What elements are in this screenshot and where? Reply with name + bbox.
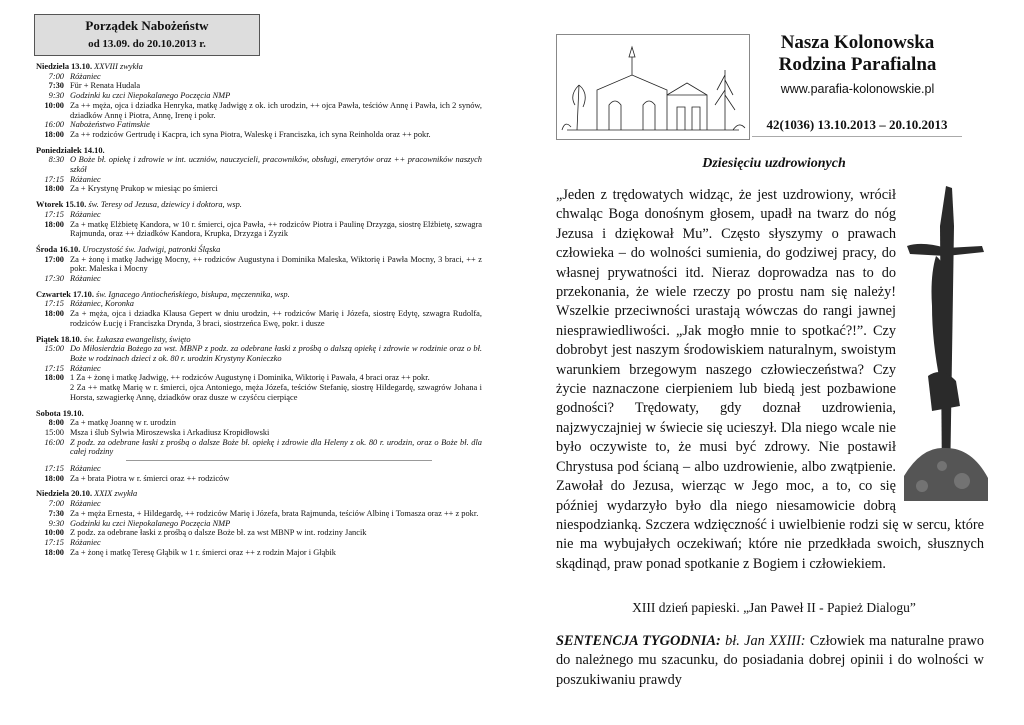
mass-time: 17:00 (44, 254, 64, 264)
mass-time: 8:00 (48, 418, 64, 428)
mass-entry (36, 383, 482, 402)
schedule-day (36, 245, 482, 284)
sentence-text: Człowiek ma naturalne prawo do należnego mu szacunku, do posiadania dobrej opinii i do wolności w poszukiwaniu prawdy (556, 633, 984, 688)
mass-intention: Różaniec (70, 174, 101, 184)
mass-time: 8:30 (48, 155, 64, 165)
schedule-title: Porządek Nabożeństw (85, 18, 209, 33)
mass-time: 18:00 (44, 473, 64, 483)
mass-intention: Różaniec (70, 537, 101, 547)
mass-entry (36, 184, 482, 194)
mass-entry (36, 175, 482, 185)
mass-schedule (36, 62, 482, 557)
day-date: Sobota 19.10. (36, 408, 84, 418)
schedule-day (36, 146, 482, 195)
mass-entry (36, 274, 482, 284)
mass-time: 18:00 (44, 129, 64, 139)
mass-time: 18:00 (44, 184, 64, 194)
day-date: Niedziela 20.10. (36, 489, 93, 499)
mass-intention: Różaniec (70, 274, 101, 284)
mass-intention: Różaniec, Koronka (70, 299, 134, 309)
title-line-2: Rodzina Parafialna (778, 54, 937, 75)
mass-time: 15:00 (44, 427, 64, 437)
day-date: Środa 16.10. (36, 244, 81, 254)
mass-entry (36, 428, 482, 438)
day-date: Czwartek 17.10. (36, 289, 94, 299)
mass-intention: Różaniec (70, 71, 101, 81)
mass-intention: Godzinki ku czci Niepokalanego Poczęcia NMP (70, 91, 231, 101)
day-date: Piątek 18.10. (36, 334, 82, 344)
mass-time: 7:00 (48, 499, 64, 509)
mass-time: 17:30 (44, 274, 64, 284)
mass-intention: Za + matkę Joannę w r. urodzin (70, 418, 176, 428)
mass-intention: Godzinki ku czci Niepokalanego Poczęcia NMP (70, 518, 231, 528)
mass-intention: Różaniec (70, 363, 101, 373)
day-note: Uroczystość św. Jadwigi, patronki Śląska (82, 244, 221, 254)
mass-entry (36, 464, 482, 474)
mass-intention: Za + żonę i matkę Jadwigę Mocny, ++ rodziców Augustyna i Dominika Maleska, Wiktorię i Pawła Mocny, 3 braci, ++ z pokr. Maleska i Mocny (70, 254, 482, 274)
mass-time: 17:15 (44, 464, 64, 474)
mass-entry (36, 299, 482, 309)
mass-entry (36, 220, 482, 239)
mass-entry (36, 344, 482, 363)
mass-entry (36, 72, 482, 82)
mass-entry (36, 418, 482, 428)
sentence-author: bł. Jan XXIII: (725, 633, 806, 649)
mass-time: 7:00 (48, 71, 64, 81)
mass-intention: Za + męża Ernesta, + Hildegardę, ++ rodziców Marię i Józefa, brata Rajmunda, teściów Albinę i Tomasza oraz ++ z pokr. (70, 508, 479, 518)
issue-number: 42(1036) 13.10.2013 – 20.10.2013 (766, 117, 948, 132)
mass-time: 9:30 (48, 91, 64, 101)
mass-intention: Za + żonę i matkę Teresę Głąbik w 1 r. śmierci oraz ++ z rodzin Major i Głąbik (70, 547, 336, 557)
day-date: Wtorek 15.10. (36, 200, 87, 210)
mass-intention: Różaniec (70, 499, 101, 509)
day-heading (36, 335, 482, 345)
day-heading (36, 290, 482, 300)
mass-time: 18:00 (44, 309, 64, 319)
day-note: św. Teresy od Jezusa, dziewicy i doktora, wsp. (88, 200, 242, 210)
schedule-day (36, 489, 482, 557)
mass-intention: Z podz. za odebrane łaski z prośbą o dalsze Boże bł. opiekę i zdrowie dla Heleny z ok. 80 r. urodzin, oraz o Boże bł. dla całej rodziny (70, 437, 482, 457)
mass-entry (36, 373, 482, 383)
day-date: Niedziela 13.10. (36, 62, 93, 71)
day-note: św. Łukasza ewangelisty, święto (83, 334, 191, 344)
mass-entry (36, 438, 482, 457)
mass-intention: 1 Za + żonę i matkę Jadwigę, ++ rodziców Augustynę i Dominika, Wiktorię i Pawała, 4 braci oraz ++ pokr. (70, 373, 430, 383)
parish-title (760, 32, 955, 76)
mass-entry (36, 538, 482, 548)
day-heading (36, 489, 482, 499)
mass-entry (36, 519, 482, 529)
schedule-header-box (34, 14, 260, 56)
day-note: XXIX zwykła (94, 489, 138, 499)
schedule-day (36, 200, 482, 239)
mass-intention: O Boże bł. opiekę i zdrowie w int. uczniów, nauczycieli, pracowników, obsługi, emerytów oraz ++ pracowników naszych szkół (70, 155, 482, 175)
mass-entry (36, 255, 482, 274)
mass-time: 18:00 (44, 547, 64, 557)
mass-time: 16:00 (44, 437, 64, 447)
mass-time: 10:00 (44, 528, 64, 538)
day-heading (36, 62, 482, 72)
church-illustration (556, 34, 750, 140)
mass-intention: Za + matkę Elżbietę Kandora, w 10 r. śmierci, ojca Pawła, ++ rodziców Piotra i Paulinę Drzyzga, siostrę Elżbietę, szwagra Rajmunda, oraz ++ dziadków Kandora, Krupka, Drzyzga i Zyzik (70, 219, 482, 239)
mass-time: 7:30 (48, 81, 64, 91)
pope-day: XIII dzień papieski. „Jan Paweł II - Papież Dialogu” (632, 600, 916, 615)
day-note: XXVIII zwykła (94, 62, 143, 71)
schedule-day (36, 335, 482, 403)
mass-time (36, 383, 70, 402)
mass-entry (36, 474, 482, 484)
parish-url[interactable]: www.parafia-kolonowskie.pl (780, 82, 935, 96)
day-heading (36, 146, 482, 156)
day-heading (36, 245, 482, 255)
schedule-day (36, 62, 482, 140)
crucifix-image (902, 186, 990, 501)
mass-time: 9:30 (48, 518, 64, 528)
mass-entry (36, 210, 482, 220)
day-note: św. Ignacego Antiocheńskiego, biskupa, męczennika, wsp. (96, 289, 290, 299)
schedule-day (36, 409, 482, 484)
article-title: Dziesięciu uzdrowionych (702, 156, 846, 171)
mass-intention: Za + Krystynę Prukop w miesiąc po śmierci (70, 184, 218, 194)
mass-entry (36, 101, 482, 120)
mass-entry (36, 309, 482, 328)
mass-intention: Für + Renata Hudala (70, 81, 141, 91)
mass-time: 17:15 (44, 299, 64, 309)
day-heading (36, 200, 482, 210)
mass-time: 17:15 (44, 537, 64, 547)
mass-intention: Za + męża, ojca i dziadka Klausa Gepert w dniu urodzin, ++ rodziców Marię i Józefa, siostrę Edytę, szwagra Rudolfa, rodziców Łucję i Franciszka Drynda, 3 braci, siostrzeńca Ewę, pokr. i dusze (70, 309, 482, 328)
mass-intention: Do Miłosierdzia Bożego za wst. MBNP z podz. za odebrane łaski z prośbą o dalszą opiekę i zdrowie w rodzinie oraz o bł. Boże w rodzinach dzieci z ok. 80 r. urodzin Krystyny Konieczko (70, 344, 482, 363)
mass-time: 15:00 (44, 344, 64, 354)
mass-time: 7:30 (48, 508, 64, 518)
mass-time: 17:15 (44, 174, 64, 184)
day-date: Poniedziałek 14.10. (36, 145, 105, 155)
mass-intention: Różaniec (70, 464, 101, 474)
title-line-1: Nasza Kolonowska (780, 32, 935, 53)
mass-entry (36, 130, 482, 140)
mass-time: 10:00 (44, 100, 64, 110)
day-heading (36, 409, 482, 419)
mass-entry (36, 155, 482, 174)
divider (752, 136, 962, 137)
mass-entry (36, 364, 482, 374)
mass-intention: Różaniec (70, 209, 101, 219)
schedule-dates: od 13.09. do 20.10.2013 r. (88, 38, 206, 50)
mass-entry (36, 548, 482, 558)
mass-entry (36, 499, 482, 509)
mass-time: 18:00 (44, 219, 64, 229)
mass-entry (36, 120, 482, 130)
mass-time: 18:00 (44, 373, 64, 383)
mass-intention: 2 Za ++ matkę Marię w r. śmierci, ojca Antoniego, męża Józefa, teściów Stefanię, siostrę Hildegardę, szwagrów Johana i Horsta, szwagierkę Annę, dziadków oraz dusze w czyśćcu cierpiące (70, 383, 482, 402)
article-text: „Jeden z trędowatych widząc, że jest uzdrowiony, wrócił chwaląc Boga donośnym głosem, upadł na twarz do nóg Jezusa i dziękował Mu”. Często słyszymy o prawach człowieka – do wolności sumienia, do godziwej pracy, do własnej prywatności itd. Nieraz doprowadza nas to do przekonania, że wiele rzeczy po prostu nam się należy! Wszelkie przeciwności urastają wówczas do rangi jawnej niesprawiedliwości. „Jak mogło mnie to spotkać?!”. Czy dobrobyt jest naszym środowiskiem naturalnym, swoistym warunkiem brzegowym naszego człowieczeństwa? Czy życie naznaczone cierpieniem lub biedą jest pozbawione godności? Trędowaty, gdy doznał uzdrowienia, najzwyczajniej w świecie się ucieszył. Dla niego wcale nie było oczywiste to, że musi być zdrowy. Nie postawił Chrystusa pod ścianą – albo uzdrowienie, albo zwątpienie. Zawołał do Jezusa, wierząc w Jego moc, a to, co się później wydarzyło było dla niego niesamowicie dobrą niespodzianką. Szczera wdzięczność i uwielbienie rodzi się w sercu, które nie ma wybujałych oczekiwań; które nie przedkłada swoich, słusznych skądinąd, praw ponad spotkanie z Bogiem i człowiekiem. (556, 187, 984, 572)
mass-time: 17:15 (44, 209, 64, 219)
mass-entry (36, 91, 482, 101)
schedule-day (36, 290, 482, 329)
mass-intention: Msza i ślub Sylwia Miroszewska i Arkadiusz Kropidłowski (70, 427, 270, 437)
mass-intention: Z podz. za odebrane łaski z prośbą o dalsze Boże bł. za wst MBNP w int. rodziny Jancik (70, 528, 367, 538)
mass-time: 16:00 (44, 120, 64, 130)
sentence-of-week (556, 632, 984, 690)
mass-intention: Nabożeństwo Fatimskie (70, 120, 150, 130)
mass-entry (36, 509, 482, 519)
sentence-label: SENTENCJA TYGODNIA: (556, 633, 721, 649)
mass-intention: Za ++ rodziców Gertrudę i Kacpra, ich syna Piotra, Waleskę i Franciszka, ich syna Reinholda oraz ++ pokr. (70, 129, 431, 139)
article-body (556, 186, 984, 574)
mass-entry (36, 81, 482, 91)
mass-intention: Za + brata Piotra w r. śmierci oraz ++ rodziców (70, 473, 230, 483)
mass-intention: Za ++ męża, ojca i dziadka Henryka, matkę Jadwigę z ok. ich urodzin, ++ ojca Pawła, teściów Annę i Pawła, ich 2 synów, dziadków Annę i Piotra, Annę, Irenę i pokr. (70, 100, 482, 120)
separator (126, 460, 432, 461)
mass-time: 17:15 (44, 363, 64, 373)
mass-entry (36, 528, 482, 538)
